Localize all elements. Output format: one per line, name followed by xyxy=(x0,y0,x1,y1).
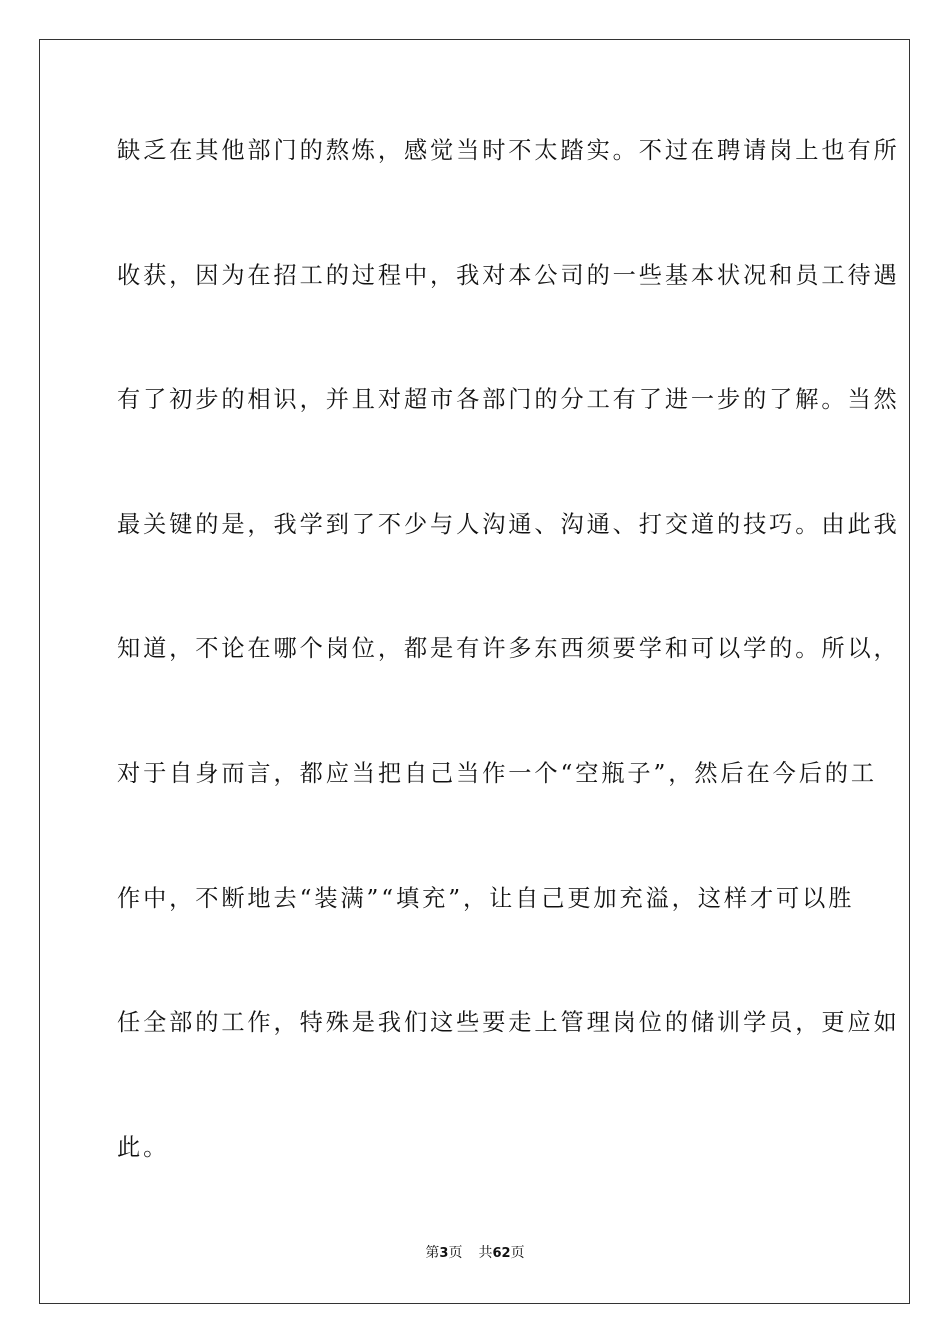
body-line: 知道，不论在哪个岗位，都是有许多东西须要学和可以学的。所以， xyxy=(117,635,900,663)
body-line: 作中，不断地去“装满”“填充”，让自己更加充溢，这样才可以胜 xyxy=(117,884,855,912)
body-line: 最关键的是，我学到了不少与人沟通、沟通、打交道的技巧。由此我 xyxy=(117,510,900,538)
body-line: 有了初步的相识，并且对超市各部门的分工有了进一步的了解。当然 xyxy=(117,386,900,414)
body-line: 此。 xyxy=(117,1133,170,1161)
page-prefix: 第 xyxy=(425,1245,440,1261)
body-line: 缺乏在其他部门的熬炼，感觉当时不太踏实。不过在聘请岗上也有所 xyxy=(117,137,900,164)
body-line: 收获，因为在招工的过程中，我对本公司的一些基本状况和员工待遇 xyxy=(117,261,900,289)
body-line: 任全部的工作，特殊是我们这些要走上管理岗位的储训学员，更应如 xyxy=(117,1009,900,1037)
total-suffix: 页 xyxy=(510,1245,525,1261)
total-pages: 62 xyxy=(492,1246,511,1261)
page-footer xyxy=(0,1244,950,1263)
page-suffix: 页 xyxy=(448,1245,463,1261)
document-body xyxy=(117,126,900,1247)
body-line: 对于自身而言，都应当把自己当作一个“空瓶子”，然后在今后的工 xyxy=(117,759,877,787)
page-number: 3 xyxy=(439,1246,449,1261)
total-prefix: 共 xyxy=(478,1245,493,1261)
